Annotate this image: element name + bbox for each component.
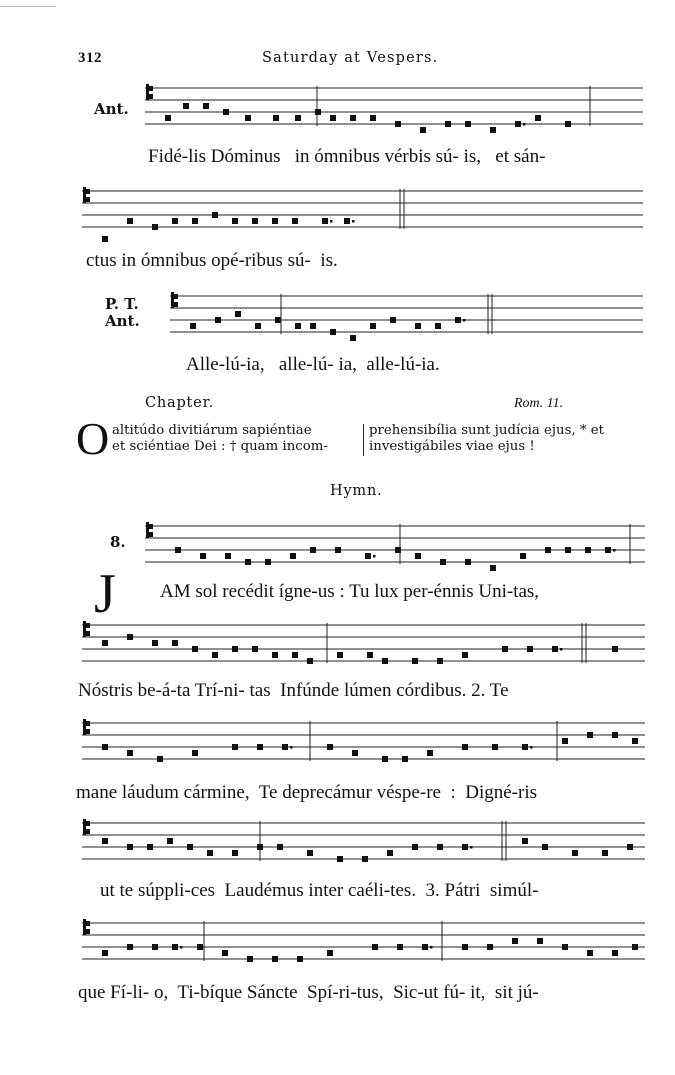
hymn-mode: 8. — [110, 533, 126, 551]
neume-note — [172, 944, 178, 950]
neume-note — [295, 115, 301, 121]
chant-staff — [82, 183, 643, 243]
neume-note — [165, 115, 171, 121]
neume-note — [215, 317, 221, 323]
neume-note — [465, 121, 471, 127]
neume-dot — [352, 220, 355, 223]
neume-note — [585, 547, 591, 553]
clef-mark — [149, 532, 153, 537]
neume-note — [127, 750, 133, 756]
neume-note — [273, 115, 279, 121]
neume-note — [292, 218, 298, 224]
neume-note — [232, 218, 238, 224]
neume-note — [545, 547, 551, 553]
clef-mark — [86, 921, 90, 926]
neume-note — [420, 127, 426, 133]
neume-note — [265, 559, 271, 565]
neume-note — [187, 844, 193, 850]
chapter-text-right-1: prehensibília sunt judícia ejus, * et — [369, 423, 604, 438]
chapter-heading: Chapter. — [145, 395, 215, 411]
neume-dot — [290, 746, 293, 749]
pt-ant-label: Ant. — [105, 312, 140, 330]
running-title: Saturday at Vespers. — [262, 50, 439, 66]
neume-note — [245, 559, 251, 565]
neume-note — [382, 756, 388, 762]
neume-note — [212, 212, 218, 218]
neume-note — [232, 646, 238, 652]
neume-note — [490, 127, 496, 133]
neume-note — [395, 121, 401, 127]
chapter-text-left-2: et sciéntiae Dei : † quam incom- — [112, 439, 328, 454]
lyric-line: Nóstris be-á-ta Trí-ni- tas Infúnde lúmen córdibus. 2. Te — [78, 680, 509, 701]
neume-note — [127, 944, 133, 950]
neume-note — [282, 744, 288, 750]
neume-dot — [430, 946, 433, 949]
neume-note — [512, 938, 518, 944]
neume-note — [192, 218, 198, 224]
neume-note — [225, 553, 231, 559]
neume-note — [487, 944, 493, 950]
neume-note — [207, 850, 213, 856]
chant-staff — [145, 518, 645, 578]
neume-note — [295, 323, 301, 329]
neume-note — [412, 658, 418, 664]
neume-note — [330, 329, 336, 335]
neume-note — [200, 553, 206, 559]
neume-note — [535, 115, 541, 121]
neume-note — [350, 115, 356, 121]
page-number: 312 — [78, 50, 102, 66]
clef-mark — [149, 94, 153, 99]
neume-note — [632, 738, 638, 744]
neume-note — [515, 121, 521, 127]
neume-note — [102, 838, 108, 844]
neume-note — [192, 750, 198, 756]
clef-mark — [86, 623, 90, 628]
neume-note — [362, 856, 368, 862]
neume-note — [344, 218, 350, 224]
chapter-initial: O — [76, 413, 110, 464]
neume-note — [612, 646, 618, 652]
lyric-line: AM sol recédit ígne-us : Tu lux per-énnis Uni-tas, — [160, 581, 540, 602]
clef-mark — [149, 86, 153, 91]
neume-note — [402, 756, 408, 762]
neume-dot — [470, 846, 473, 849]
chant-staff — [170, 288, 643, 348]
clef-mark — [86, 189, 90, 194]
chant-staff — [82, 915, 645, 975]
neume-note — [422, 944, 428, 950]
neume-note — [127, 634, 133, 640]
neume-note — [552, 646, 558, 652]
neume-note — [102, 744, 108, 750]
neume-note — [167, 838, 173, 844]
lyric-line: Fidé-lis Dóminus in ómnibus vérbis sú- is, et sán- — [148, 146, 546, 167]
neume-note — [292, 652, 298, 658]
neume-note — [565, 121, 571, 127]
neume-note — [152, 224, 158, 230]
clef-mark — [86, 929, 90, 934]
neume-note — [252, 218, 258, 224]
neume-note — [277, 844, 283, 850]
chant-staff — [82, 815, 645, 875]
lyric-line: que Fí-li- o, Ti-bíque Sáncte Spí-ri-tus, Sic-ut fú- it, sit jú- — [78, 982, 539, 1003]
neume-dot — [530, 746, 533, 749]
lyric-line: ctus in ómnibus opé-ribus sú- is. — [86, 250, 338, 271]
neume-note — [462, 744, 468, 750]
neume-note — [307, 850, 313, 856]
clef-mark — [86, 829, 90, 834]
neume-note — [275, 317, 281, 323]
neume-note — [272, 218, 278, 224]
clef-mark — [86, 729, 90, 734]
neume-note — [152, 640, 158, 646]
neume-note — [327, 950, 333, 956]
neume-note — [297, 956, 303, 962]
neume-note — [370, 115, 376, 121]
lyric-line: Alle-lú-ia, alle-lú- ia, alle-lú-ia. — [186, 354, 440, 375]
clef-mark — [146, 522, 149, 538]
neume-note — [382, 658, 388, 664]
chapter-text-left-1: altitúdo divitiárum sapiéntiae — [112, 423, 312, 438]
neume-note — [223, 109, 229, 115]
neume-note — [612, 732, 618, 738]
neume-note — [175, 547, 181, 553]
neume-note — [542, 844, 548, 850]
hymn-initial: J — [94, 563, 116, 625]
clef-mark — [174, 302, 178, 307]
neume-dot — [463, 319, 466, 322]
neume-note — [102, 236, 108, 242]
neume-dot — [180, 946, 183, 949]
neume-note — [247, 956, 253, 962]
neume-note — [537, 938, 543, 944]
neume-note — [465, 559, 471, 565]
hymn-heading: Hymn. — [330, 483, 383, 499]
neume-note — [235, 311, 241, 317]
chapter-text-right-2: investigábiles viae ejus ! — [369, 439, 535, 454]
neume-note — [192, 646, 198, 652]
clef-mark — [83, 187, 86, 203]
neume-note — [562, 738, 568, 744]
neume-note — [445, 121, 451, 127]
neume-note — [337, 856, 343, 862]
neume-note — [102, 640, 108, 646]
neume-note — [315, 109, 321, 115]
neume-note — [527, 646, 533, 652]
neume-note — [255, 323, 261, 329]
neume-note — [605, 547, 611, 553]
clef-mark — [174, 294, 178, 299]
neume-note — [197, 944, 203, 950]
neume-note — [290, 553, 296, 559]
neume-note — [245, 115, 251, 121]
neume-note — [572, 850, 578, 856]
lyric-line: ut te súppli-ces Laudémus inter caéli-tes. 3. Pátri simúl- — [100, 880, 539, 901]
neume-note — [307, 658, 313, 664]
neume-note — [522, 744, 528, 750]
neume-note — [522, 838, 528, 844]
neume-note — [562, 944, 568, 950]
neume-dot — [330, 220, 333, 223]
neume-note — [272, 956, 278, 962]
neume-note — [372, 944, 378, 950]
neume-dot — [523, 123, 526, 126]
neume-note — [370, 323, 376, 329]
neume-note — [310, 323, 316, 329]
neume-note — [462, 652, 468, 658]
antiphon-label: Ant. — [94, 100, 129, 118]
neume-note — [183, 103, 189, 109]
clef-mark — [86, 631, 90, 636]
pt-label: P. T. — [105, 295, 139, 313]
neume-note — [127, 218, 133, 224]
lyric-line: mane láudum cármine, Te deprecámur véspe-re : Digné-ris — [76, 782, 537, 803]
neume-note — [310, 547, 316, 553]
neume-note — [462, 844, 468, 850]
neume-note — [172, 218, 178, 224]
clef-mark — [86, 197, 90, 202]
neume-note — [602, 850, 608, 856]
chant-staff — [82, 715, 645, 775]
neume-note — [102, 950, 108, 956]
neume-note — [627, 844, 633, 850]
neume-note — [390, 317, 396, 323]
clef-mark — [83, 719, 86, 735]
chant-staff — [145, 80, 643, 140]
neume-dot — [373, 555, 376, 558]
neume-note — [147, 844, 153, 850]
neume-note — [257, 744, 263, 750]
neume-note — [492, 744, 498, 750]
neume-note — [490, 565, 496, 571]
neume-note — [330, 115, 336, 121]
neume-note — [157, 756, 163, 762]
neume-note — [435, 323, 441, 329]
clef-mark — [86, 721, 90, 726]
clef-mark — [83, 919, 86, 935]
neume-note — [190, 323, 196, 329]
clef-mark — [171, 292, 174, 308]
neume-note — [587, 950, 593, 956]
neume-note — [350, 335, 356, 341]
clef-mark — [146, 84, 149, 100]
neume-note — [212, 652, 218, 658]
clef-mark — [83, 621, 86, 637]
neume-note — [632, 944, 638, 950]
neume-note — [367, 652, 373, 658]
neume-note — [387, 850, 393, 856]
neume-note — [352, 750, 358, 756]
neume-note — [322, 218, 328, 224]
neume-note — [437, 844, 443, 850]
neume-note — [127, 844, 133, 850]
neume-note — [587, 732, 593, 738]
neume-note — [440, 559, 446, 565]
neume-note — [412, 844, 418, 850]
neume-note — [365, 553, 371, 559]
clef-mark — [83, 819, 86, 835]
neume-note — [272, 652, 278, 658]
column-divider — [363, 424, 364, 456]
neume-note — [502, 646, 508, 652]
neume-note — [455, 317, 461, 323]
neume-note — [462, 944, 468, 950]
neume-note — [520, 553, 526, 559]
neume-dot — [560, 648, 563, 651]
chapter-reference: Rom. 11. — [514, 396, 564, 411]
neume-note — [415, 553, 421, 559]
neume-note — [232, 850, 238, 856]
neume-note — [335, 547, 341, 553]
top-rule — [0, 6, 56, 7]
neume-note — [172, 640, 178, 646]
neume-note — [415, 323, 421, 329]
clef-mark — [86, 821, 90, 826]
neume-note — [152, 944, 158, 950]
neume-note — [222, 950, 228, 956]
neume-note — [327, 744, 333, 750]
chant-staff — [82, 617, 645, 677]
neume-note — [427, 750, 433, 756]
neume-dot — [613, 549, 616, 552]
neume-note — [565, 547, 571, 553]
clef-mark — [149, 524, 153, 529]
neume-note — [397, 944, 403, 950]
neume-note — [203, 103, 209, 109]
neume-note — [252, 646, 258, 652]
neume-note — [612, 950, 618, 956]
neume-note — [437, 658, 443, 664]
neume-note — [337, 652, 343, 658]
neume-note — [232, 744, 238, 750]
